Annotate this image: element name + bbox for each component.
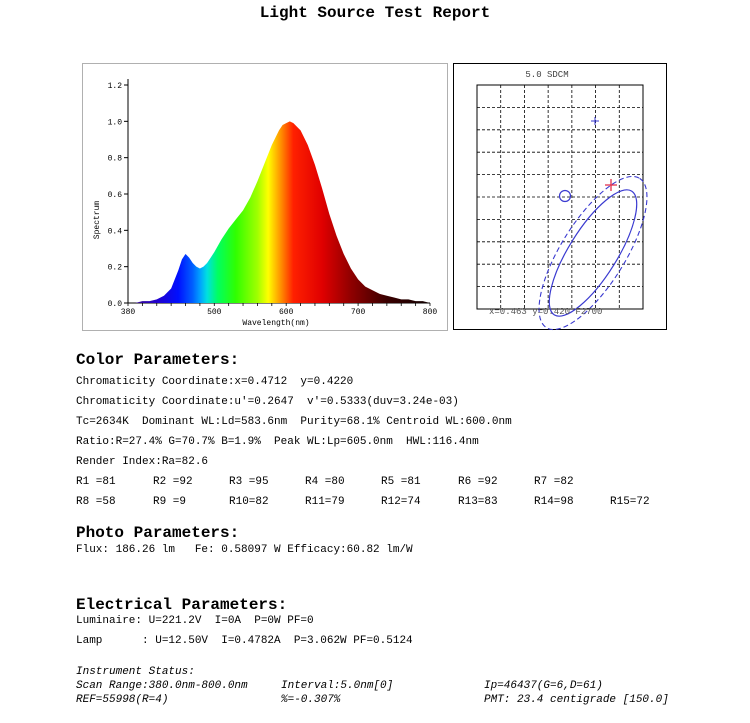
y-tick-label: 1.0 <box>107 118 122 128</box>
r-value: R12=74 <box>381 496 421 508</box>
chromaticity-xy: Chromaticity Coordinate:x=0.4712 y=0.4220 <box>76 376 354 388</box>
pmt-value: PMT: 23.4 centigrade [150.0] <box>484 694 669 706</box>
spectrum-ylabel: Spectrum <box>93 200 102 240</box>
x-tick-label: 500 <box>207 308 222 317</box>
r-value: R14=98 <box>534 496 574 508</box>
color-parameters-heading: Color Parameters: <box>76 351 240 369</box>
color-temperature-line: Tc=2634K Dominant WL:Ld=583.6nm Purity=68.1% Centroid WL:600.0nm <box>76 416 512 428</box>
spectrum-xlabel: Wavelength(nm) <box>242 319 310 328</box>
y-tick-label: 0.6 <box>107 191 122 200</box>
y-tick-label: 1.2 <box>107 82 122 91</box>
r-value: R9 =9 <box>153 496 187 508</box>
scan-range: Scan Range:380.0nm-800.0nm <box>76 680 248 692</box>
r-value: R7 =82 <box>534 476 574 488</box>
y-tick-label: 0.4 <box>107 227 122 237</box>
flux-line: Flux: 186.26 lm Fe: 0.58097 W Efficacy:60.82 lm/W <box>76 544 413 556</box>
r-value: R4 =80 <box>305 476 345 488</box>
sdcm-readout: x=0.463 y=0.420 F2700 <box>489 307 603 317</box>
instrument-status-label: Instrument Status: <box>76 666 195 678</box>
render-index-line: Render Index:Ra=82.6 <box>76 456 209 468</box>
x-tick-label: 380 <box>120 308 136 317</box>
y-tick-label: 0.0 <box>107 300 122 309</box>
y-tick-label: 0.8 <box>107 154 122 164</box>
spectrum-chart <box>82 63 448 331</box>
r-value: R6 =92 <box>458 476 498 488</box>
report-title: Light Source Test Report <box>259 4 491 22</box>
ratio-line: Ratio:R=27.4% G=70.7% B=1.9% Peak WL:Lp=605.0nm HWL:116.4nm <box>76 436 479 448</box>
r-value: R11=79 <box>305 496 345 508</box>
r-value: R13=83 <box>458 496 498 508</box>
sdcm-chart <box>453 63 667 331</box>
r-value: R8 =58 <box>76 496 116 508</box>
y-tick-label: 0.2 <box>107 263 122 273</box>
r-value: R10=82 <box>229 496 269 508</box>
ref-value: REF=55998(R=4) <box>76 694 169 706</box>
interval: Interval:5.0nm[0] <box>281 680 394 692</box>
photo-parameters-heading: Photo Parameters: <box>76 524 240 542</box>
lamp-line: Lamp : U=12.50V I=0.4782A P=3.062W PF=0.5124 <box>76 635 413 647</box>
x-tick-label: 600 <box>278 308 294 317</box>
r-value: R2 =92 <box>153 476 193 488</box>
electrical-parameters-heading: Electrical Parameters: <box>76 596 288 614</box>
sdcm-title: 5.0 SDCM <box>525 70 569 80</box>
percent-value: %=-0.307% <box>281 694 341 706</box>
luminaire-line: Luminaire: U=221.2V I=0A P=0W PF=0 <box>76 615 314 627</box>
r-value: R15=72 <box>610 496 650 508</box>
x-tick-label: 700 <box>350 308 366 317</box>
r-value: R3 =95 <box>229 476 269 488</box>
ip-value: Ip=46437(G=6,D=61) <box>484 680 603 692</box>
x-tick-label: 800 <box>422 308 438 317</box>
chromaticity-uv: Chromaticity Coordinate:u'=0.2647 v'=0.5333(duv=3.24e-03) <box>76 396 459 408</box>
r-value: R5 =81 <box>381 476 421 488</box>
r-value: R1 =81 <box>76 476 116 488</box>
